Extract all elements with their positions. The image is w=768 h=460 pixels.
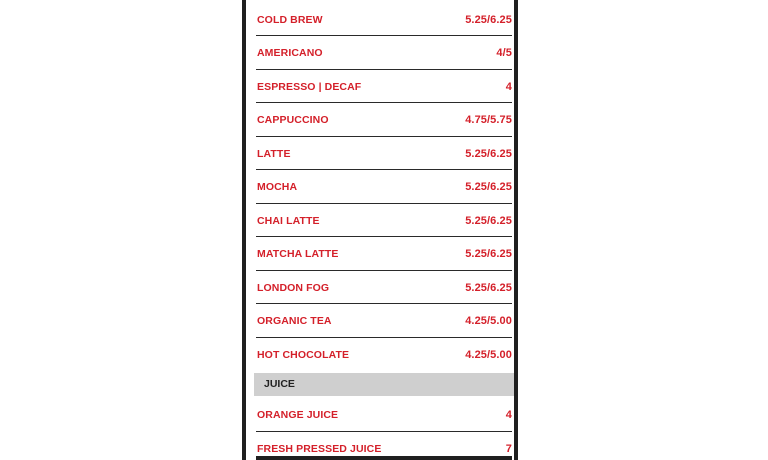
device-frame [242,0,518,460]
menu-item-name: MOCHA [257,181,298,193]
drinks-menu [256,4,512,460]
menu-item-price: 7 [505,443,512,455]
menu-item-price: 5.25/6.25 [465,181,512,193]
menu-item-americano[interactable] [256,38,512,70]
menu-item-name: ESPRESSO | DECAF [257,80,362,93]
menu-item-price: 5.25/6.25 [465,13,512,26]
menu-item-price: 5.25/6.25 [465,248,512,260]
menu-item-price: 4 [505,80,512,93]
menu-item-chai-latte[interactable] [256,205,512,237]
menu-item-price: 5.25/6.25 [465,147,512,160]
menu-item-london-fog[interactable] [256,272,512,304]
menu-item-name: LATTE [257,147,291,160]
menu-item-orange-juice[interactable] [256,400,512,432]
menu-item-price: 4.25/5.00 [465,349,512,361]
section-header-juice: JUICE [254,373,514,396]
menu-item-name: CAPPUCCINO [257,114,329,126]
menu-item-price: 4 [505,409,512,421]
menu-item-name: FRESH PRESSED JUICE [257,443,382,455]
menu-item-organic-tea[interactable] [256,306,512,338]
menu-item-name: ORGANIC TEA [257,315,332,327]
menu-item-cappuccino[interactable] [256,105,512,137]
bottom-divider [256,456,512,460]
menu-item-price: 4.25/5.00 [465,315,512,327]
menu-item-price: 4/5 [496,47,512,59]
menu-item-name: LONDON FOG [257,281,330,294]
menu-item-latte[interactable] [256,138,512,170]
menu-item-name: AMERICANO [257,47,323,59]
menu-item-mocha[interactable] [256,172,512,204]
menu-item-price: 5.25/6.25 [465,281,512,294]
menu-item-name: HOT CHOCOLATE [257,349,350,361]
menu-item-name: CHAI LATTE [257,214,320,227]
menu-item-espresso-decaf[interactable] [256,71,512,103]
menu-item-name: MATCHA LATTE [257,248,339,260]
menu-item-hot-chocolate[interactable] [256,339,512,371]
menu-item-name: ORANGE JUICE [257,409,339,421]
menu-item-matcha-latte[interactable] [256,239,512,271]
menu-item-name: COLD BREW [257,13,323,26]
menu-item-price: 5.25/6.25 [465,214,512,227]
menu-item-cold-brew[interactable] [256,4,512,36]
menu-item-price: 4.75/5.75 [465,114,512,126]
